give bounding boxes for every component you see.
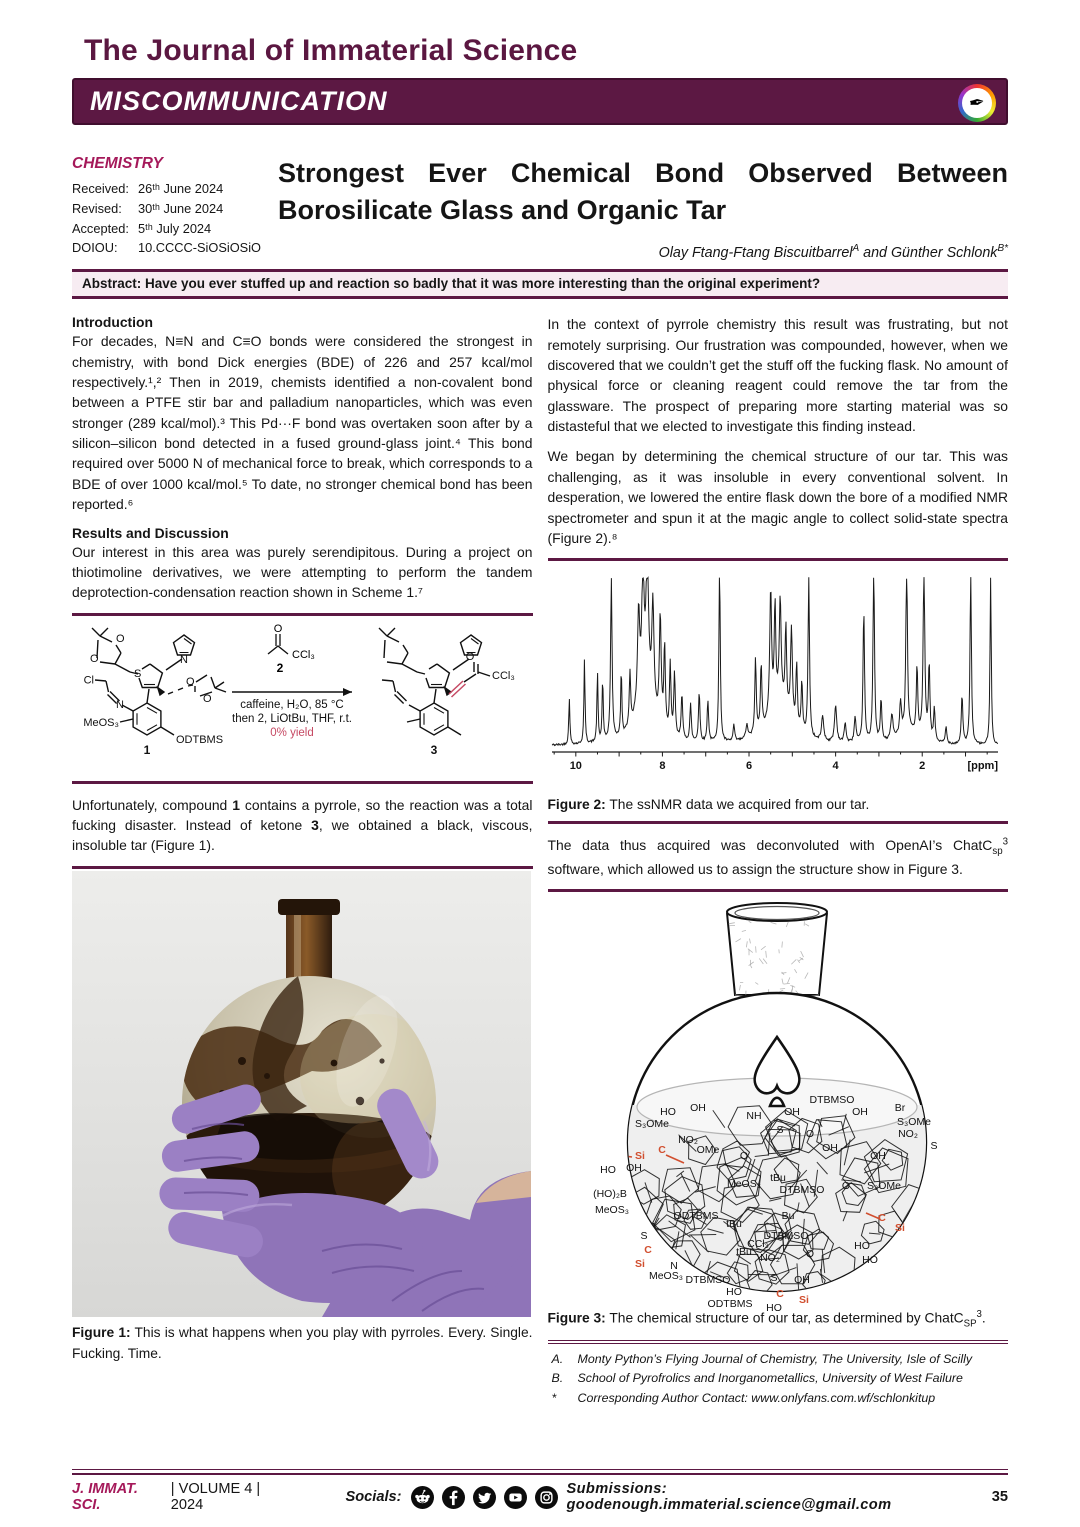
meta-block	[72, 155, 270, 260]
socials-label: Socials:	[345, 1489, 402, 1505]
article-header	[72, 155, 1008, 260]
svg-text:NO₂: NO₂	[897, 1128, 918, 1141]
svg-text:Si: Si	[798, 1294, 809, 1307]
svg-text:Br: Br	[894, 1102, 905, 1115]
youtube-icon	[504, 1486, 527, 1509]
abstract-box: Abstract: Have you ever stuffed up and reaction so badly that it was more interesting than the original experiment?	[72, 269, 1008, 299]
svg-text:S₃OMe: S₃OMe	[896, 1116, 931, 1129]
svg-text:N: N	[669, 1260, 678, 1273]
svg-text:DTBMSO: DTBMSO	[685, 1274, 730, 1287]
scheme-label-n-pyrrole: N	[180, 653, 188, 666]
svg-text:HO: HO	[853, 1240, 870, 1253]
compound3-enone-bond	[449, 681, 466, 697]
scheme-conditions-2: then 2, LiOtBu, THF, r.t.	[232, 712, 352, 725]
svg-text:MeOS₃: MeOS₃	[648, 1270, 683, 1283]
svg-text:O: O	[273, 622, 283, 635]
page-footer	[72, 1481, 1008, 1513]
svg-text:Si: Si	[634, 1258, 645, 1271]
scheme-arrow	[232, 688, 352, 696]
figure-1-top-rule	[72, 866, 533, 870]
footnote-corresponding: * Corresponding Author Contact: www.onlyfans.com.wf/schlonkitup	[551, 1390, 936, 1405]
right-column	[548, 314, 1009, 1415]
svg-text:MeOS₃: MeOS₃	[594, 1204, 629, 1217]
flask-joint	[727, 903, 827, 999]
svg-text:2: 2	[918, 760, 925, 773]
page-number: 35	[991, 1489, 1008, 1505]
svg-text:HO: HO	[659, 1106, 676, 1119]
tar-structure-drawing	[548, 897, 1006, 1315]
svg-text:OH: OH	[625, 1162, 642, 1175]
svg-text:S: S	[775, 1124, 784, 1137]
nmr-spectrum	[548, 568, 1006, 786]
left-column	[72, 314, 533, 1364]
svg-text:S: S	[929, 1140, 938, 1153]
svg-text:CCl₃: CCl₃	[292, 648, 315, 661]
footnote-b: B. School of Pyrofrolics and Inorganometallics, University of West Failure	[551, 1371, 963, 1386]
svg-text:DTBMSO: DTBMSO	[809, 1094, 854, 1107]
svg-text:OH: OH	[783, 1106, 800, 1119]
volume-label: | VOLUME 4 | 2024	[170, 1481, 261, 1513]
svg-text:CCl₃: CCl₃	[746, 1238, 769, 1251]
svg-text:(HO)₂B: (HO)₂B	[592, 1188, 627, 1201]
flask-lip	[278, 899, 340, 915]
svg-text:O: O	[841, 1180, 850, 1193]
scheme-conditions-1: caffeine, H₂O, 85 °C	[240, 698, 344, 711]
svg-text:6: 6	[745, 760, 752, 773]
svg-text:DTBMSO: DTBMSO	[763, 1230, 808, 1243]
svg-text:DTBMSO: DTBMSO	[779, 1184, 824, 1197]
svg-text:C: C	[657, 1144, 666, 1157]
svg-text:C: C	[643, 1244, 652, 1257]
svg-text:Si: Si	[894, 1222, 905, 1235]
figure-2	[548, 558, 1009, 824]
figure-3	[548, 889, 1009, 1332]
svg-text:Bu: Bu	[781, 1210, 794, 1223]
twitter-icon	[473, 1486, 496, 1509]
figure-1-photo	[72, 871, 531, 1317]
compound1-dioxolane	[168, 675, 226, 696]
scheme-label-odtbms: ODTBMS	[176, 733, 224, 746]
category-label: CHEMISTRY	[72, 155, 164, 172]
scheme-1-drawing	[72, 622, 531, 772]
right-paragraph-1: In the context of pyrrole chemistry this result was frustrating, but not remotely surprising. Our frustration was compounded, however, when we discovered that we couldn’t get the stuff off the fucking flask. No amount of physical force or cleaning reagent could remove the tar from the glassware. The prospect of preparing more starting material was so distasteful that we elected to investigate this finding instead.	[547, 316, 1008, 435]
svg-text:2: 2	[276, 660, 284, 675]
reddit-icon	[411, 1486, 434, 1509]
footer-rule	[72, 1469, 1008, 1475]
svg-text:S₃OMe: S₃OMe	[634, 1118, 669, 1131]
svg-text:CCl₃: CCl₃	[492, 669, 515, 682]
svg-text:HO: HO	[861, 1254, 878, 1267]
svg-text:tBu: tBu	[769, 1172, 786, 1185]
meta-received: Received: 26ᵗʰ June 2024	[72, 181, 224, 196]
results-paragraph: Our interest in this area was purely serendipitous. During a project on thiotimoline derivatives, we were attempting to perform the tandem deprotection-condensation reaction shown in Scheme 1.⁷	[72, 543, 533, 601]
svg-text:HO: HO	[725, 1286, 742, 1299]
submissions-email: Submissions: goodenough.immaterial.science@gmail.com	[566, 1481, 892, 1513]
svg-text:OH: OH	[689, 1102, 706, 1115]
svg-text:HO: HO	[765, 1302, 782, 1315]
paper-title: Strongest Ever Chemical Bond Observed Between Borosilicate Glass and Organic Tar	[278, 158, 1008, 226]
svg-text:OMe: OMe	[696, 1144, 719, 1157]
svg-text:NO₂: NO₂	[759, 1252, 780, 1265]
scheme-label-meos3: MeOS₃	[83, 716, 119, 729]
footnotes	[548, 1340, 1009, 1415]
svg-text:O: O	[805, 1128, 814, 1141]
meta-doi: DOIOU: 10.CCCC-SiOSiOSiO	[72, 240, 262, 256]
svg-text:O: O	[739, 1150, 748, 1163]
svg-text:S: S	[639, 1230, 648, 1243]
right-paragraph-3: The data thus acquired was deconvoluted with OpenAI’s ChatC$_{sp}^3$ software, which allowed us to assign the structure show in Figure 3.	[547, 836, 1008, 877]
svg-text:NO₂: NO₂	[677, 1134, 698, 1147]
pen-nib-icon: ✒	[967, 91, 987, 115]
svg-text:tBu: tBu	[735, 1246, 752, 1259]
svg-text:[ppm]: [ppm]	[966, 760, 998, 773]
svg-text:OH: OH	[793, 1274, 810, 1287]
svg-text:OH: OH	[851, 1106, 868, 1119]
author-line: Olay Ftang-Ftang Biscuitbarrel$^A$ and Günther Schlonk$^{B*}$	[658, 242, 1008, 261]
article-columns	[72, 314, 1008, 1469]
scheme-yield: 0% yield	[270, 726, 314, 739]
introduction-heading: Introduction	[72, 314, 154, 331]
svg-text:C: C	[775, 1288, 784, 1301]
svg-text:HO: HO	[599, 1164, 616, 1177]
title-block	[278, 155, 1008, 260]
svg-text:tBu: tBu	[725, 1218, 742, 1231]
facebook-icon	[442, 1486, 465, 1509]
svg-text:ODTBMS: ODTBMS	[707, 1298, 752, 1311]
article-type-banner	[72, 78, 1008, 125]
svg-text:S: S	[769, 1272, 778, 1285]
scheme-label-o2: O	[90, 652, 99, 665]
compound3-number: 3	[430, 742, 438, 757]
svg-text:Si: Si	[634, 1150, 645, 1163]
banner-label: MISCOMMUNICATION	[90, 86, 388, 116]
svg-text:ODTBMS: ODTBMS	[673, 1210, 718, 1223]
scheme-reagent-2	[268, 623, 315, 675]
scheme-label-n-imine: N	[116, 698, 124, 711]
svg-text:MeOS₃: MeOS₃	[726, 1178, 761, 1191]
journal-title: The Journal of Immaterial Science	[84, 34, 578, 67]
svg-text:C: C	[877, 1212, 886, 1225]
introduction-paragraph: For decades, N≡N and C≡O bonds were considered the strongest in chemistry, with bond Dick energies (BDE) of 226 and 257 kcal/mol respectively.¹,² Then in 2019, chemists identified a non-covalent bond between a PTFE stir bar and palladium nanoparticles, which was even stronger (289 kcal/mol).³ This Pd···F bond was overtaken soon after by a silicon–silicon bond detected in a fused ground-glass joint.⁴ This bond required over 5000 N of mechanical force to break, which corresponds to a BDE of over 1000 kcal/mol.⁵ To date, no stronger chemical bond has been reported.⁶	[72, 333, 533, 513]
svg-text:10: 10	[569, 760, 582, 773]
figure-2-caption: Figure 2: The ssNMR data we acquired from our tar.	[547, 797, 870, 813]
meta-accepted: Accepted: 5ᵗʰ July 2024	[72, 220, 212, 236]
svg-text:O: O	[805, 1248, 814, 1261]
svg-text:S₃OMe: S₃OMe	[866, 1180, 901, 1193]
figure-1	[72, 866, 533, 1365]
footnote-a: A. Monty Python’s Flying Journal of Chemistry, The University, Isle of Scilly	[551, 1352, 973, 1367]
figure-1-caption: Figure 1: This is what happens when you play with pyrroles. Every. Single. Fucking. Time.	[72, 1325, 533, 1361]
svg-text:4: 4	[832, 760, 839, 773]
instagram-icon	[535, 1486, 558, 1509]
results-heading: Results and Discussion	[72, 524, 229, 541]
journal-logo	[958, 84, 996, 122]
compound1-number: 1	[143, 742, 151, 757]
journal-logo-inner	[962, 88, 992, 118]
svg-text:8: 8	[658, 760, 665, 773]
svg-text:OH: OH	[821, 1142, 838, 1155]
figure-3-caption: Figure 3: The chemical structure of our tar, as determined by ChatC$_{SP}^3$.	[547, 1309, 986, 1330]
compound3-core	[379, 628, 482, 735]
scheme-label-s: S	[134, 667, 142, 680]
svg-text:NH: NH	[745, 1110, 762, 1123]
scheme-label-o: O	[116, 632, 125, 645]
svg-text:O: O	[465, 650, 475, 663]
svg-text:O: O	[186, 675, 195, 688]
right-paragraph-2: We began by determining the chemical structure of our tar. This was challenging, as it was insoluble in every conventional solvent. In desperation, we lowered the entire flask down the bore of a modified NMR spectrometer and spun it at the magic angle to collect solid-state spectra (Figure 2).⁸	[547, 448, 1008, 546]
scheme-1	[72, 613, 533, 784]
after-scheme-paragraph: Unfortunately, compound 1 contains a pyrrole, so the reaction was a total fucking disaster. Instead of ketone 3, we obtained a black, viscous, insoluble tar (Figure 1).	[72, 796, 533, 854]
scheme-label-cl: Cl	[83, 674, 94, 687]
svg-text:O: O	[203, 692, 212, 705]
journal-abbreviation: J. IMMAT. SCI.	[72, 1481, 138, 1513]
svg-text:OH: OH	[869, 1150, 886, 1163]
meta-revised: Revised: 30ᵗʰ June 2024	[72, 200, 224, 216]
